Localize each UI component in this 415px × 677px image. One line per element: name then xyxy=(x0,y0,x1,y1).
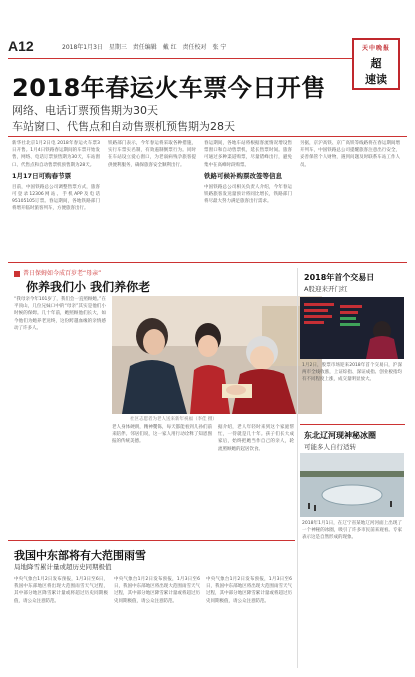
main-col1-text: 新华社北京1月2日电 2018年春运火车票3日开售。1月4日铁路春运期间的车票开始发售，网络、电话订票预售期为30天，车站窗口、代售点和自动售票机预售期为28天。 xyxy=(12,141,100,168)
header-date: 2018年1月3日 xyxy=(62,44,103,51)
header-proof-label: 责任校对 xyxy=(182,44,207,51)
logo-top-text: 天中晚报 xyxy=(361,45,390,52)
story2-title: 你养我们小 我们养你老 xyxy=(26,280,151,294)
main-col1-head: 1月17日可购春节票 xyxy=(12,171,72,180)
main-headline: 2018年春运火车票今日开售 xyxy=(12,74,326,102)
right-mid-text: 2018年1月1日，在辽宁省某地辽河河面上出现了一个神秘的冰圈，吸引了许多市民前来观看。专家表示这是自然形成的现象。 xyxy=(302,521,402,541)
main-col4-text: 另据，京沪高铁、京广高铁等线路将在春运期间增开列车，中国铁路总公司提醒旅客注意出行安全，妥善保管个人财物，遇到问题及时联系车站工作人员。 xyxy=(300,141,400,168)
bottom-story-subtitle: 局地降雪累计量或超历史同期极值 xyxy=(14,563,112,571)
main-col1-text2: 目前，中国铁路总公司调整售票方式，旅客可登录12306网站、手机APP及电话95105105订票。春运期间，各地铁路部门将增开临时旅客列车，方便旅客出行。 xyxy=(12,184,100,212)
bottom-story-text-3: 中央气象台1月2日发布预报，1月3日至6日，我国中东部地区将出现大范围雨雪天气过程，其中部分地区降雪累计量或将超过历史同期极值，请公众注意防范。 xyxy=(206,577,292,604)
right-mid-title: 东北辽河现神秘冰圈 xyxy=(304,431,376,440)
main-subheadline-2: 车站窗口、代售点和自动售票机预售期为28天 xyxy=(12,120,235,133)
bottom-story-col2 xyxy=(114,576,200,670)
story2-col2-text: 老人身体硬朗，精神矍铄，每天都能看到儿孙们前来陪伴。邻居们说，这一家人用行动诠释了知恩图报的传统美德。 xyxy=(112,425,212,445)
column-separator xyxy=(297,268,298,668)
right-top-subtitle: A股迎来开门红 xyxy=(304,285,348,293)
page-code: A12 xyxy=(8,38,34,54)
bottom-story-title: 我国中东部将有大范围雨雪 xyxy=(14,549,146,562)
stock-photo-image xyxy=(300,297,404,359)
main-col3-text2: 中国铁路总公司相关负责人介绍，今年春运铁路旅客发送量预计将同比增长，铁路部门将尽最大努力满足旅客出行需求。 xyxy=(204,184,292,205)
main-col2-text: 铁路部门表示，今年春运将采取各种措施，实行车票实名制，有效遏制倒票行为。同时在车站设立爱心窗口，为老弱病残孕旅客提供便利服务，确保旅客安全顺利出行。 xyxy=(108,141,196,168)
header-info xyxy=(62,42,230,51)
right-top-text: 1月2日，股票市场迎来2018年首个交易日，沪深两市全线收涨，上证综指、深证成指、创业板指均有不同程度上涨，成交量明显放大。 xyxy=(302,363,402,383)
logo-mid-text: 超 xyxy=(370,57,382,70)
header-weekday: 星期三 xyxy=(108,44,127,51)
story2-col2 xyxy=(112,424,212,544)
header-rule xyxy=(8,58,355,59)
story2-badge xyxy=(14,268,101,277)
main-story-col2 xyxy=(108,140,196,258)
bottom-story-text-2: 中央气象台1月2日发布预报，1月3日至6日，我国中东部地区将出现大范围雨雪天气过程，其中部分地区降雪累计量或将超过历史同期极值，请公众注意防范。 xyxy=(114,577,200,604)
ice-photo xyxy=(300,453,404,517)
story2-badge-text: 普日保姆如今成百岁老“母亲” xyxy=(23,270,102,277)
header-editor-name: 戴 红 xyxy=(162,44,177,51)
stock-photo xyxy=(300,297,404,359)
right-top-body xyxy=(302,362,402,418)
story2-photo xyxy=(112,296,322,414)
main-subheadline-1: 网络、电话订票预售期为30天 xyxy=(12,104,158,117)
right-mid-subtitle: 可能多人自行适转 xyxy=(304,443,356,451)
bottom-story-col3 xyxy=(206,576,292,670)
bottom-story-col1 xyxy=(14,576,108,670)
story2-col3 xyxy=(218,424,294,544)
right-top-title: 2018年首个交易日 xyxy=(304,273,375,282)
ice-photo-image xyxy=(300,453,404,517)
story2-col3-text: 据介绍，老人年轻时来到这个家庭帮忙，一待就是几十年。孩子们长大成家后，始终把她当作自己的亲人，轮流照顾她的起居饮食。 xyxy=(218,425,294,452)
story-divider xyxy=(8,262,407,263)
header-editor-label: 责任编辑 xyxy=(132,44,157,51)
story2-col1 xyxy=(14,296,106,544)
main-story-col4 xyxy=(300,140,400,258)
main-story-col3 xyxy=(204,140,292,258)
story2-col1-text: “我母亲今年101岁了，我们会一直照顾她。”在平顶山，几位兄妹口中的“母亲”其实是他们小时候的保姆。几十年前，她照顾他们长大，如今他们为她养老送终，这份跨越血缘的亲情感动了许多人。 xyxy=(14,297,106,331)
story2-caption: 社区志愿者为老人送来新年祝福（李佳 摄） xyxy=(130,417,217,422)
bottom-divider xyxy=(8,540,295,541)
bottom-story-text: 中央气象台1月2日发布预报，1月3日至6日，我国中东部地区将出现大范围雨雪天气过程，其中部分地区降雪累计量或将超过历史同期极值，请公众注意防范。 xyxy=(14,577,108,604)
main-col3-text: 春运期间，各地车站将根据客流情况增设售票窗口和自动售票机，延长售票时间。旅客可通过多种渠道购票，尽量错峰出行，避免集中在高峰时段购票。 xyxy=(204,141,292,168)
right-mid-divider xyxy=(300,424,405,425)
header-proof-name: 张 宁 xyxy=(212,44,227,51)
story2-photo-image xyxy=(112,296,322,414)
section-logo xyxy=(352,38,400,90)
right-mid-body xyxy=(302,520,402,668)
main-story-col1 xyxy=(12,140,100,258)
main-col3-head: 铁路可候补购票改签等信息 xyxy=(204,171,282,180)
badge-marker-icon xyxy=(14,271,20,277)
logo-bot-text: 速读 xyxy=(365,73,387,86)
headline-divider xyxy=(8,136,407,137)
